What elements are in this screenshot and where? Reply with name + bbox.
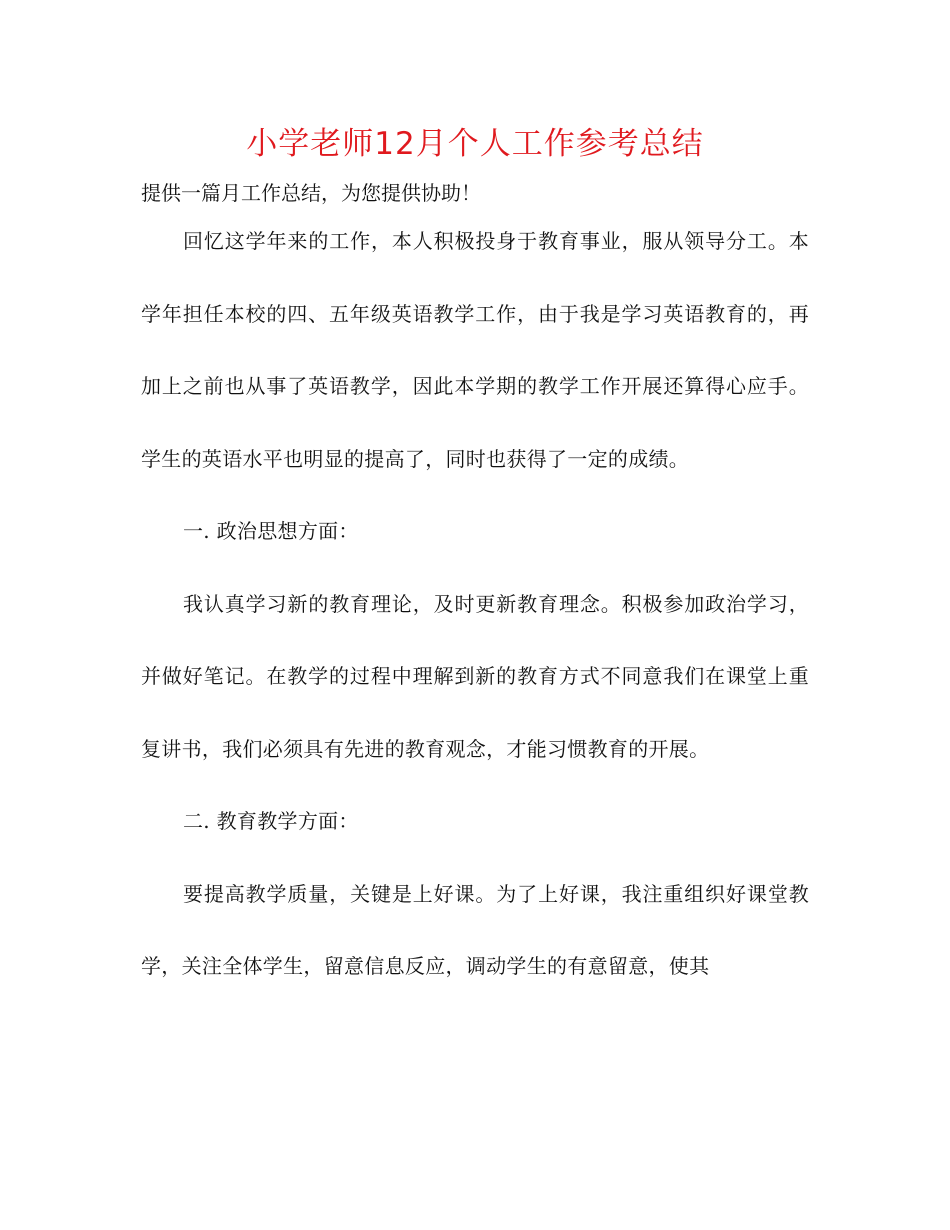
paragraph-teaching: 要提高教学质量，关键是上好课。为了上好课，我注重组织好课堂教学，关注全体学生，留意信息反应，调动学生的有意留意，使其 xyxy=(141,881,809,978)
document-body xyxy=(141,205,809,1003)
paragraph-review: 回忆这学年来的工作，本人积极投身于教育事业，服从领导分工。本学年担任本校的四、五年级英语教学工作，由于我是学习英语教育的，再加上之前也从事了英语教学，因此本学期的教学工作开展还算得心应手。学生的英语水平也明显的提高了，同时也获得了一定的成绩。 xyxy=(141,229,809,471)
section-heading-politics: 一. 政治思想方面： xyxy=(183,519,359,543)
paragraph-politics: 我认真学习新的教育理论，及时更新教育理念。积极参加政治学习，并做好笔记。在教学的过程中理解到新的教育方式不同意我们在课堂上重复讲书，我们必须具有先进的教育观念，才能习惯教育的开展。 xyxy=(141,591,809,761)
document-title: 小学老师12月个人工作参考总结 xyxy=(246,126,704,162)
intro-line: 提供一篇月工作总结，为您提供协助！ xyxy=(141,181,481,205)
section-heading-teaching: 二. 教育教学方面： xyxy=(183,809,359,833)
